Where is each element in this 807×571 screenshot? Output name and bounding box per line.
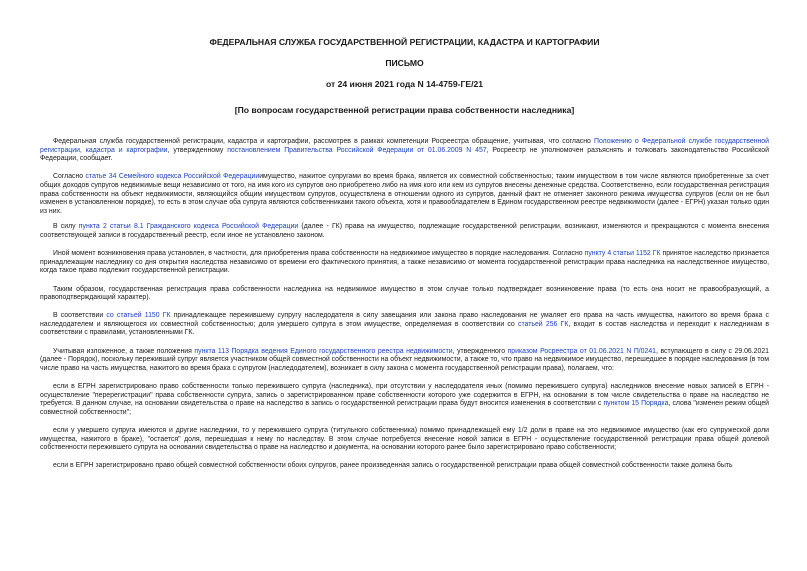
- paragraph-text: Иной момент возникновения права установлен, в частности, для приобретения права собственности на недвижимое имущество в порядке наследования. Согласно: [53, 250, 585, 258]
- paragraph-text: , входит в состав наследства и переходит к наследникам в соответствии с правилами, установленными ГК.: [40, 320, 769, 337]
- paragraph-text: , вступающего в силу с 29.06.2021 (далее - Порядок), поскольку переживший супруг является участником общей совместной собственности на объект недвижимости, а также то, что право на недвижимое имущество, перешедшее в порядке наследования (в том числе право на часть имущества, нажитого во время брака с супругом (наследодателем), возникает в силу закона с момента государственной регистрации права), полагаем, что:: [40, 347, 769, 372]
- paragraph-3: [40, 223, 769, 240]
- link-gk-1150[interactable]: со статьей 1150 ГК: [106, 312, 171, 320]
- paragraph-text: принятое наследство признается принадлежащим наследнику со дня открытия наследства независимо от времени его фактического принятия, а также независимо от момента государственной регистрации права наследника на наследственное имущество, когда такое право подлежит государственной регистрации.: [40, 250, 770, 275]
- paragraph-text: принадлежащее пережившему супругу наследодателя в силу завещания или закона право наследования не умаляет его права на часть имущества, нажитого во время брака с наследодателем и являющегося их совместной собственностью; доля умершего супруга в этом имуществе, определяемая в соответствии со: [40, 312, 770, 328]
- paragraph-7: [40, 348, 769, 374]
- paragraph-text: , утвержденному: [167, 146, 228, 154]
- paragraph-text: В силу: [53, 223, 79, 231]
- paragraph-text: если в ЕГРН зарегистрировано право собственности только пережившего супруга (наследника), при отсутствии у наследодателя иных (помимо пережившего супруга) наследников внесение новых записей в ЕГРН - осуществление "перерегистрации" права собственности супруга, запись о зарегистрированном праве собственности которого уже содержится в ЕГРН, на основании в том числе свидетельства о праве на наследство не требуется. В данном случае, на основании свидетельства о праве на наследство в запись о государственной регистрации права будут вносится изменения в соответствии с: [40, 383, 769, 408]
- link-semeyny-kodeks-34[interactable]: статье 34 Семейного кодекса Российской Федерации: [85, 173, 260, 181]
- link-postanovlenie-457[interactable]: постановлением Правительства Российской Федерации от 01.06.2009 N 457: [227, 146, 487, 154]
- paragraph-9: [40, 427, 769, 453]
- paragraph-8: [40, 383, 769, 417]
- link-prikaz-p0241[interactable]: приказом Росреестра от 01.06.2021 N П/0241: [507, 347, 657, 355]
- paragraph-2: [40, 173, 769, 216]
- paragraph-4: [40, 250, 769, 276]
- paragraph-1: [40, 138, 769, 164]
- paragraph-10: [40, 462, 769, 471]
- link-poryadok-113[interactable]: пункта 113 Порядка ведения Единого государственного реестра недвижимости: [194, 347, 453, 355]
- paragraph-text: имущество, нажитое супругами во время брака, является их совместной собственностью; таким имуществом в том числе являются приобретенные за счет общих доходов супругов недвижимые вещи независимо от того, на имя кого из супругов оно приобретено либо на имя кого или кем из супругов внесены денежные средства. Соответственно, если государственная регистрация права собственности на объект недвижимости, являющийся общим имуществом супругов, осуществлена в отношении одного из супругов, данный факт не отменяет законного режима имущества супругов (если он не был изменен в установленном порядке), то есть в этом случае оба супруга являются собственниками такого объекта, хотя и правообладателем в Едином государственном реестре недвижимости (далее - ЕГРН) указан только один из них.: [40, 173, 769, 215]
- paragraph-text: В соответствии: [53, 312, 107, 320]
- paragraph-text: , слова "изменен режим общей совместной собственности";: [40, 400, 770, 416]
- paragraph-6: [40, 312, 769, 338]
- document-subject: [По вопросам государственной регистрации права собственности наследника]: [234, 105, 575, 115]
- paragraph-text: Таким образом, государственная регистрация права собственности наследника на недвижимое имущество в этом случае только подтверждает возникновение права (то есть она носит не правообразующий, а правоподтверждающий характер).: [40, 285, 769, 302]
- link-polozhenie-rosreestr[interactable]: Положению о Федеральной службе государственной регистрации, кадастра и картографии: [40, 138, 769, 154]
- paragraph-text: (далее - ГК) права на имущество, подлежащие государственной регистрации, возникают, изменяются и прекращаются с момента внесения соответствующей записи в государственный реестр, если иное не установлено законом.: [40, 223, 770, 239]
- paragraph-text: если в ЕГРН зарегистрировано право общей совместной собственности обоих супругов, ранее произведенная запись о государственной регистрации права общей совместной собственности также должна быть: [53, 462, 733, 470]
- paragraph-text: Согласно: [53, 173, 86, 181]
- paragraph-text: Федеральная служба государственной регистрации, кадастра и картографии, рассмотрев в рамках компетенции Росреестра обращение, учитывая, что согласно: [53, 138, 595, 145]
- paragraph-text: , утвержденного: [452, 347, 508, 355]
- document-type: ПИСЬМО: [385, 58, 424, 68]
- document-date-number: от 24 июня 2021 года N 14-4759-ГЕ/21: [325, 79, 484, 89]
- organization-heading: ФЕДЕРАЛЬНАЯ СЛУЖБА ГОСУДАРСТВЕННОЙ РЕГИСТРАЦИИ, КАДАСТРА И КАРТОГРАФИИ: [209, 37, 600, 47]
- paragraph-text: если у умершего супруга имеются и другие наследники, то у пережившего супруга (титульного собственника) помимо принадлежащей ему 1/2 доли в праве на это недвижимое имущество (как его супружеской доли имущества, нажитого в браке), "остается" доля, перешедшая к нему по наследству. В этом случае потребуется внесение новой записи в ЕГРН - осуществление государственной регистрации права общей долевой собственности пережившего супруга на основании свидетельства о праве на наследство и документа, на основании которого ранее было зарегистрировано право собственности;: [40, 427, 769, 452]
- document-body: [40, 138, 769, 471]
- paragraph-text: , Росреестр не уполномочен разъяснять и толковать законодательство Российской Федерации, сообщает.: [40, 146, 769, 163]
- paragraph-text: Учитывая изложенное, а также положения: [53, 347, 195, 355]
- link-gk-8-1[interactable]: пункта 2 статьи 8.1 Гражданского кодекса Российской Федерации: [78, 223, 299, 231]
- link-gk-256[interactable]: статьей 256 ГК: [518, 320, 569, 328]
- link-poryadok-15[interactable]: пунктом 15 Порядка: [603, 400, 669, 408]
- link-gk-1152[interactable]: пункту 4 статьи 1152 ГК: [584, 250, 661, 258]
- paragraph-5: [40, 286, 769, 303]
